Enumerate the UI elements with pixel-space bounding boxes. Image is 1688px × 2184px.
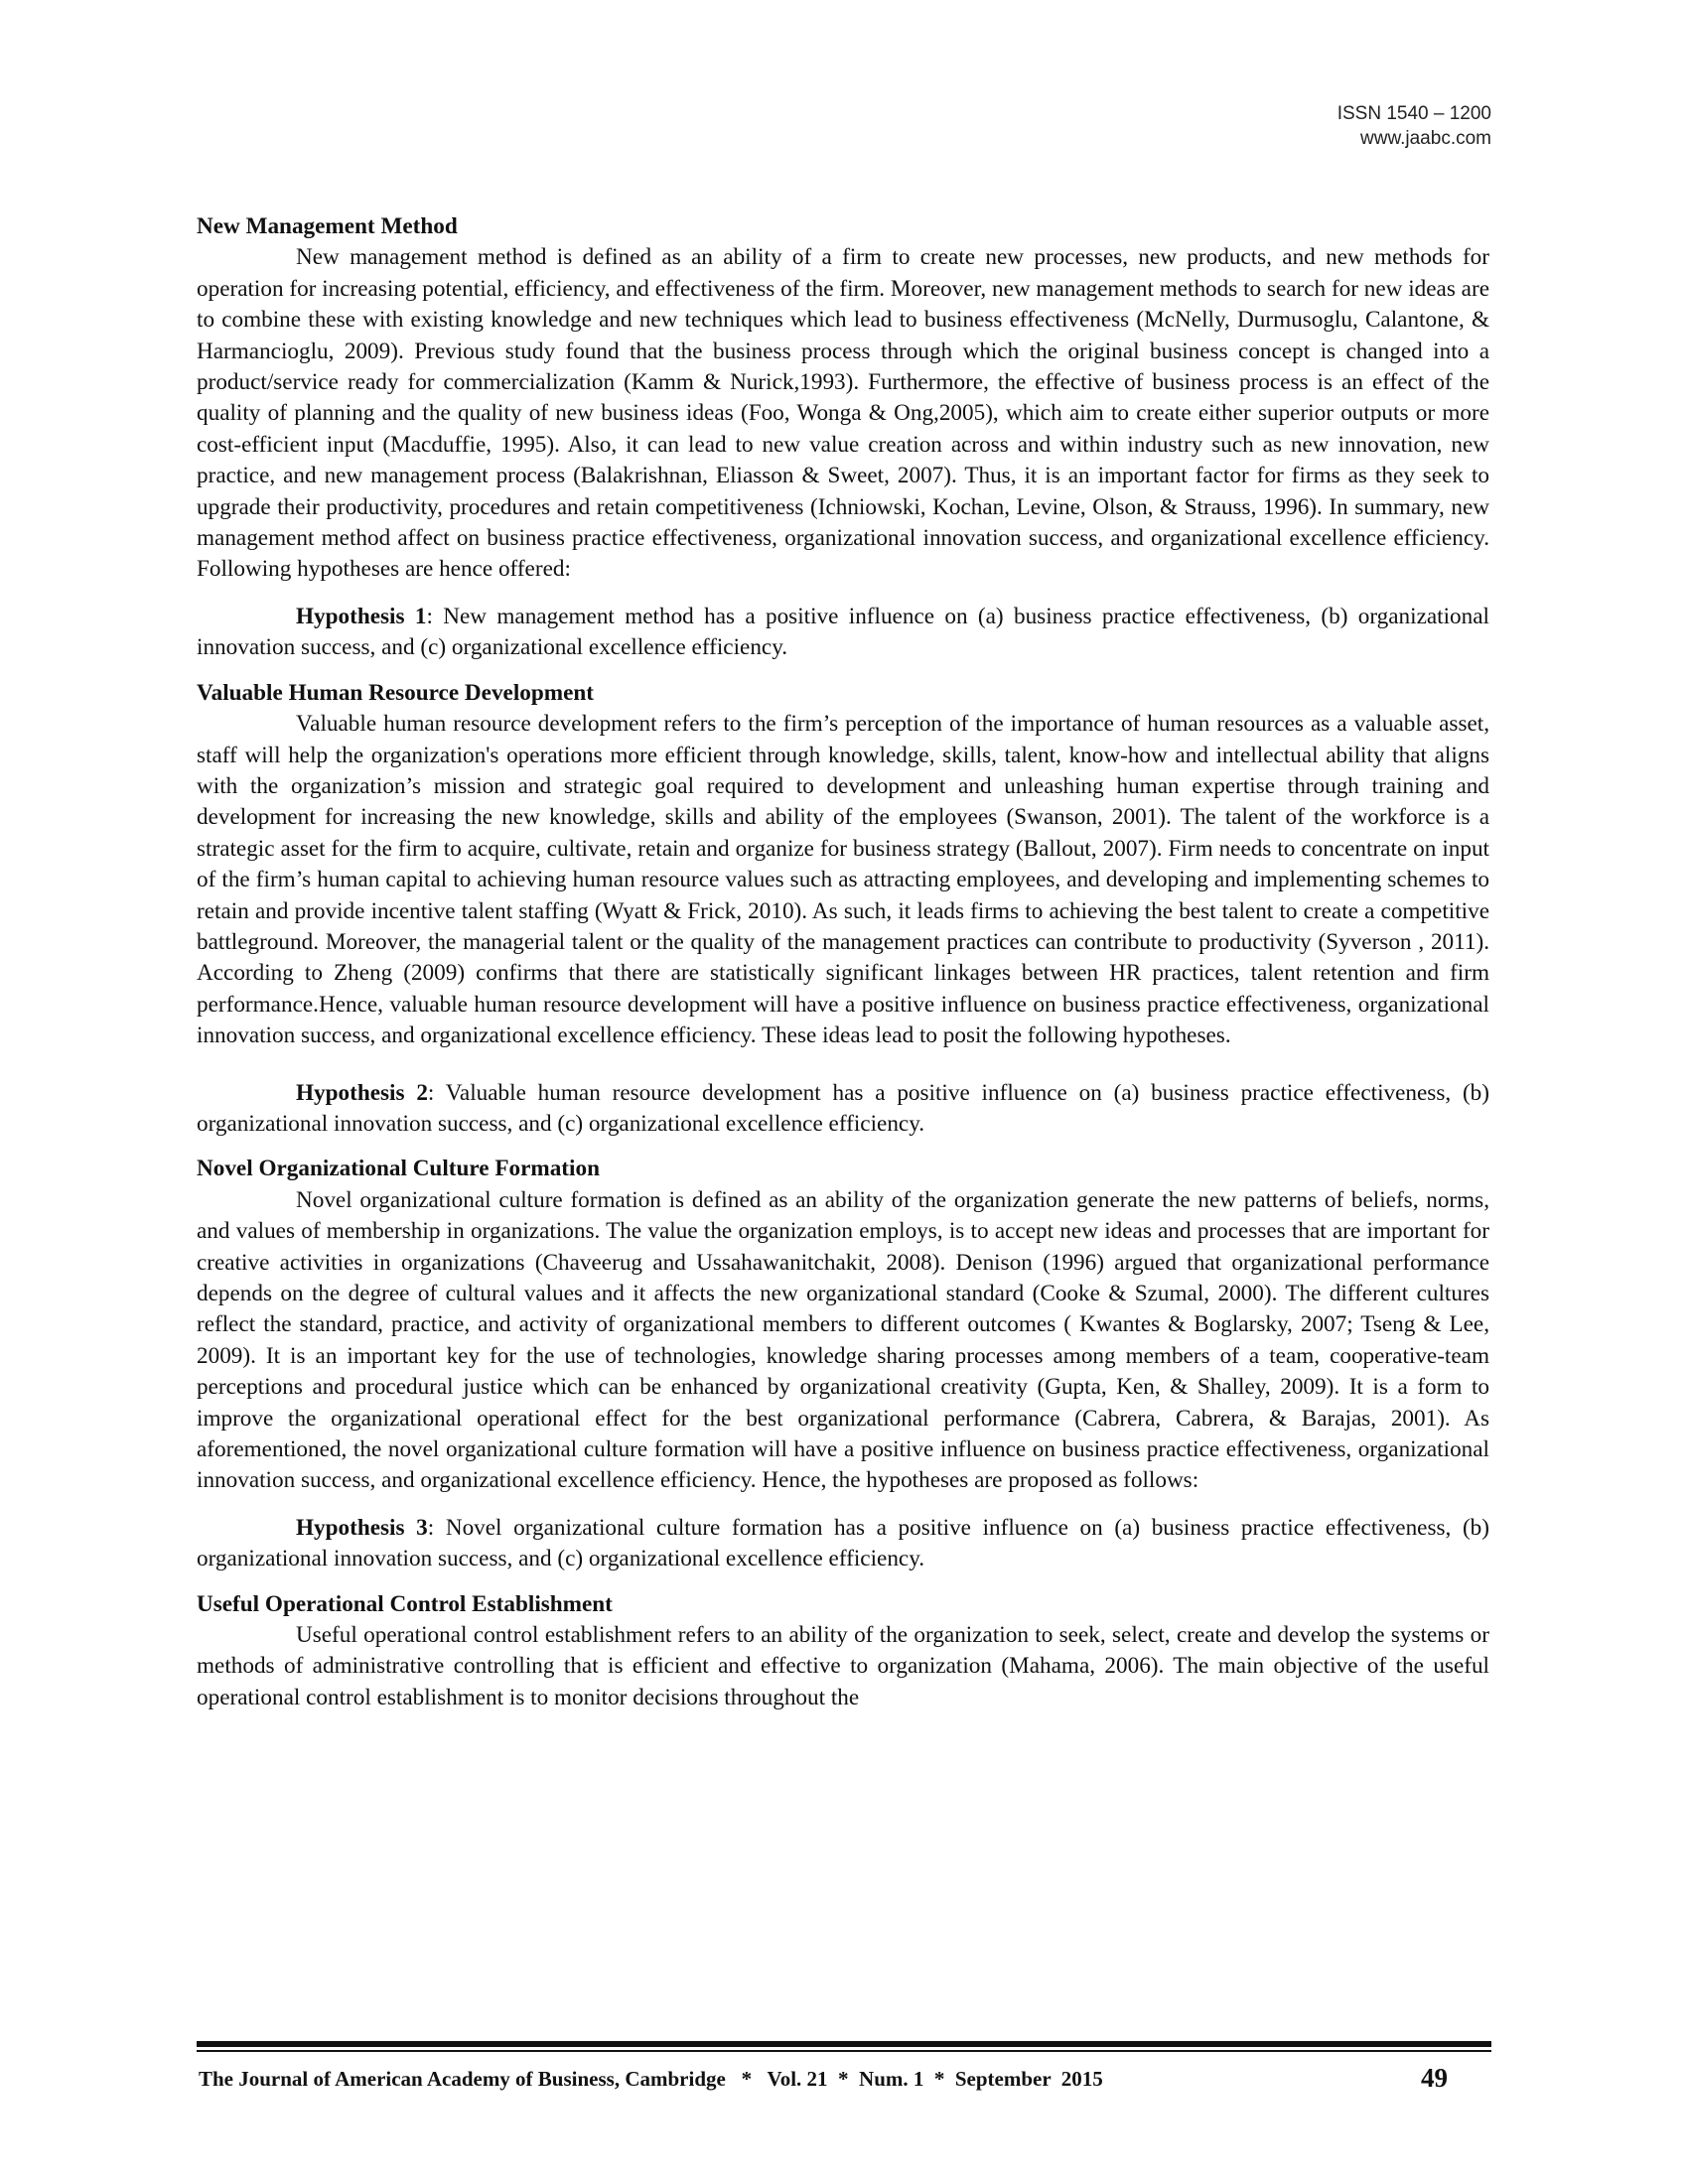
section-title: New Management Method [197,213,458,239]
section-paragraph: Valuable human resource development refers to the firm’s perception of the importance of human resources as a valuable asset, staff will help the organization's operations more efficient through knowledge, skills, talent, know-how and intellectual ability that aligns with the organization’s mission and strategic goal required to development and unleashing human expertise through training and development for increasing the new knowledge, skills and ability of the employees (Swanson, 2001). The talent of the workforce is a strategic asset for the firm to acquire, cultivate, retain and organize for business strategy (Ballout, 2007). Firm needs to concentrate on input of the firm’s human capital to achieving human resource values such as attracting employees, and developing and implementing schemes to retain and provide incentive talent staffing (Wyatt & Frick, 2010). As such, it leads firms to achieving the best talent to create a competitive battleground. Moreover, the managerial talent or the quality of the management practices can contribute to productivity (Syverson , 2011). According to Zheng (2009) confirms that there are statistically significant linkages between HR practices, talent retention and firm performance.Hence, valuable human resource development will have a positive influence on business practice effectiveness, organizational innovation success, and organizational excellence efficiency. These ideas lead to posit the following hypotheses. [197,711,1489,1049]
section-useful-operational-control-establishment [197,1589,1489,1714]
article-body [197,211,1489,1713]
issn-label: ISSN 1540 – 1200 [1336,103,1491,124]
section-valuable-human-resource-development [197,678,1489,1141]
hypothesis-1 [197,602,1489,664]
section-novel-organizational-culture-formation [197,1154,1489,1574]
section-title: Useful Operational Control Establishment [197,1590,613,1617]
hypothesis-label: Hypothesis 1 [296,603,427,629]
website-label: www.jaabc.com [1360,128,1491,149]
hypothesis-text: : Novel organizational culture formation has a positive influence on (a) business practice effectiveness, (b) organizational innovation success, and (c) organizational excellence efficiency. [197,1514,1489,1572]
hypothesis-3 [197,1513,1489,1575]
hypothesis-text: : New management method has a positive influence on (a) business practice effectiveness, (b) organizational innovation success, and (c) organizational excellence efficiency. [197,603,1489,661]
section-title: Valuable Human Resource Development [197,679,594,706]
section-new-management-method [197,211,1489,664]
page-number: 49 [1421,2063,1448,2093]
section-paragraph: Novel organizational culture formation is defined as an ability of the organization generate the new patterns of beliefs, norms, and values of membership in organizations. The value the organization employs, is to accept new ideas and processes that are important for creative activities in organizations (Chaveerug and Ussahawanitchakit, 2008). Denison (1996) argued that organizational performance depends on the degree of cultural values and it affects the new organizational standard (Cooke & Szumal, 2000). The different cultures reflect the standard, practice, and activity of organizational members to different outcomes ( Kwantes & Boglarsky, 2007; Tseng & Lee, 2009). It is an important key for the use of technologies, knowledge sharing processes among members of a team, cooperative-team perceptions and procedural justice which can be enhanced by organizational creativity (Gupta, Ken, & Shalley, 2009). It is a form to improve the organizational operational effect for the best organizational performance (Cabrera, Cabrera, & Barajas, 2001). As aforementioned, the novel organizational culture formation will have a positive influence on business practice effectiveness, organizational innovation success, and organizational excellence efficiency. Hence, the hypotheses are proposed as follows: [197,1186,1489,1494]
page-footer [197,2063,1491,2099]
section-paragraph: New management method is defined as an ability of a firm to create new processes, new products, and new methods for operation for increasing potential, efficiency, and effectiveness of the firm. Moreover, new management methods to search for new ideas are to combine these with existing knowledge and new techniques which lead to business effectiveness (McNelly, Durmusoglu, Calantone, & Harmancioglu, 2009). Previous study found that the business process through which the original business concept is changed into a product/service ready for commercialization (Kamm & Nurick,1993). Furthermore, the effective of business process is an effect of the quality of planning and the quality of new business ideas (Foo, Wonga & Ong,2005), which aim to create either superior outputs or more cost-efficient input (Macduffie, 1995). Also, it can lead to new value creation across and within industry such as new innovation, new practice, and new management process (Balakrishnan, Eliasson & Sweet, 2007). Thus, it is an important factor for firms as they seek to upgrade their productivity, procedures and retain competitiveness (Ichniowski, Kochan, Levine, Olson, & Strauss, 1996). In summary, new management method affect on business practice effectiveness, organizational innovation success, and organizational excellence efficiency. Following hypotheses are hence offered: [197,244,1489,583]
hypothesis-label: Hypothesis 3 [296,1514,428,1541]
hypothesis-label: Hypothesis 2 [296,1079,428,1106]
page-header [1337,101,1491,151]
footer-rule-thin [197,2050,1491,2052]
section-title: Novel Organizational Culture Formation [197,1156,600,1182]
footer-journal-citation: The Journal of American Academy of Business, Cambridge * Vol. 21 * Num. 1 * September 2015 [199,2067,1103,2091]
footer-rule [197,2041,1491,2047]
hypothesis-2 [197,1078,1489,1141]
section-paragraph: Useful operational control establishment refers to an ability of the organization to seek, select, create and develop the systems or methods of administrative controlling that is efficient and effective to organization (Mahama, 2006). The main objective of the useful operational control establishment is to monitor decisions throughout the [197,1622,1489,1710]
hypothesis-text: : Valuable human resource development has a positive influence on (a) business practice effectiveness, (b) organizational innovation success, and (c) organizational excellence efficiency. [197,1079,1489,1137]
